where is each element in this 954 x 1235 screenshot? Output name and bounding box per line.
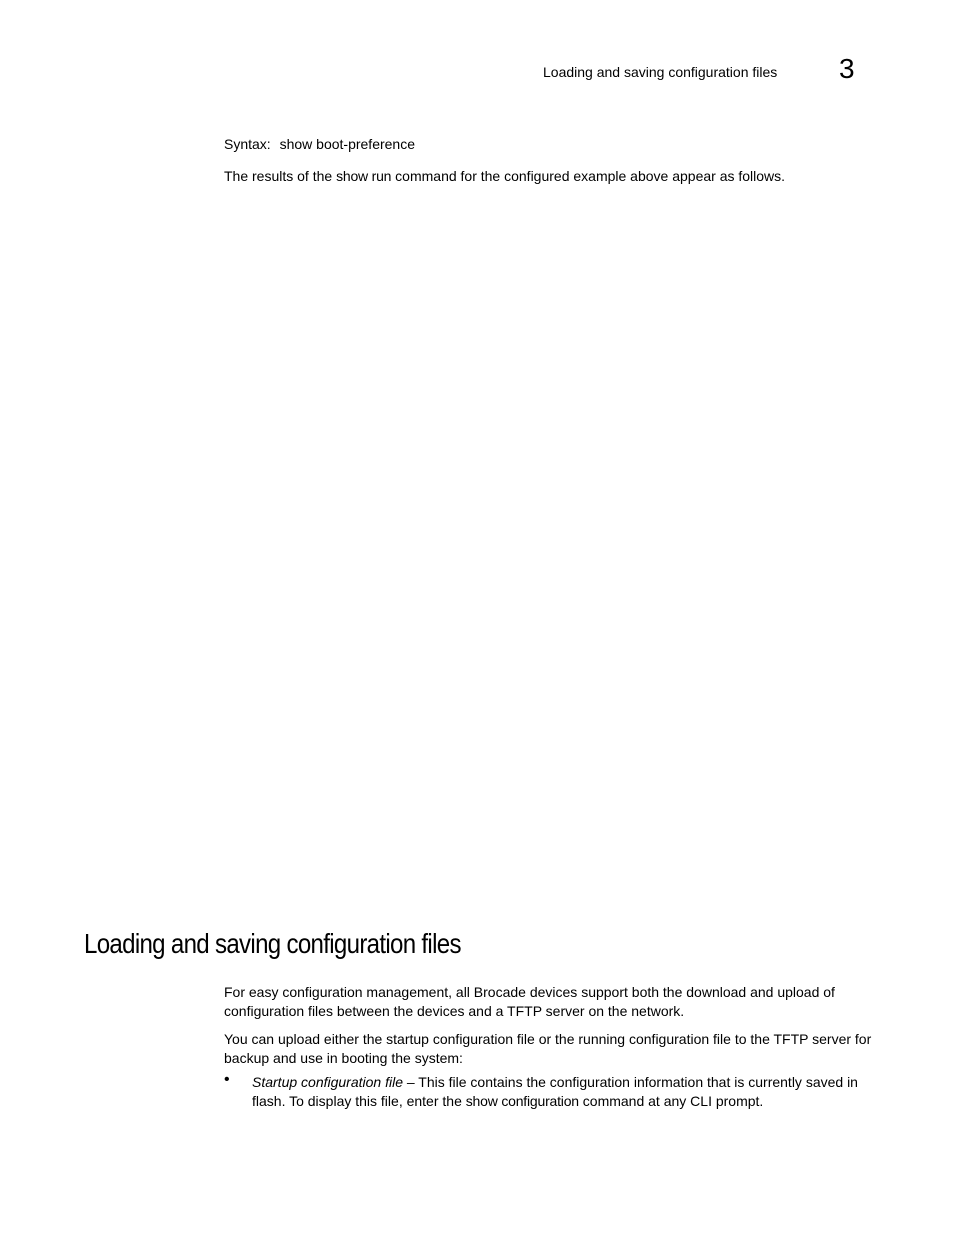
- results-command: show run: [336, 168, 392, 184]
- chapter-number: 3: [839, 53, 855, 84]
- running-title: Loading and saving configuration files: [543, 64, 778, 80]
- results-text-after: command for the configured example above appear as follows.: [391, 168, 786, 184]
- bullet-icon: •: [224, 1071, 230, 1088]
- bullet-item-startup-config: [224, 1073, 874, 1111]
- syntax-command: show boot-preference: [279, 136, 416, 152]
- section-paragraph-1: For easy configuration management, all Brocade devices support both the download and upload of configuration files between the devices and a TFTP server on the network.: [224, 984, 835, 1019]
- syntax-line: [224, 136, 415, 152]
- bullet-text-after: command at any CLI prompt.: [578, 1093, 764, 1109]
- results-paragraph: [224, 167, 874, 186]
- syntax-label: Syntax:: [224, 136, 271, 152]
- bullet-text: [252, 1073, 874, 1111]
- section-paragraph-2: You can upload either the startup configuration file or the running configuration file to the TFTP server for backup and use in booting the system:: [224, 1031, 872, 1066]
- section-heading: Loading and saving configuration files: [84, 928, 461, 959]
- bullet-text-before: – This file contains the configuration information that is currently saved in flash. To display this file, enter the: [252, 1074, 858, 1109]
- bullet-command: show configuration: [465, 1093, 579, 1109]
- results-text-before: The results of the: [224, 168, 337, 184]
- bullet-term: Startup configuration file: [252, 1074, 403, 1090]
